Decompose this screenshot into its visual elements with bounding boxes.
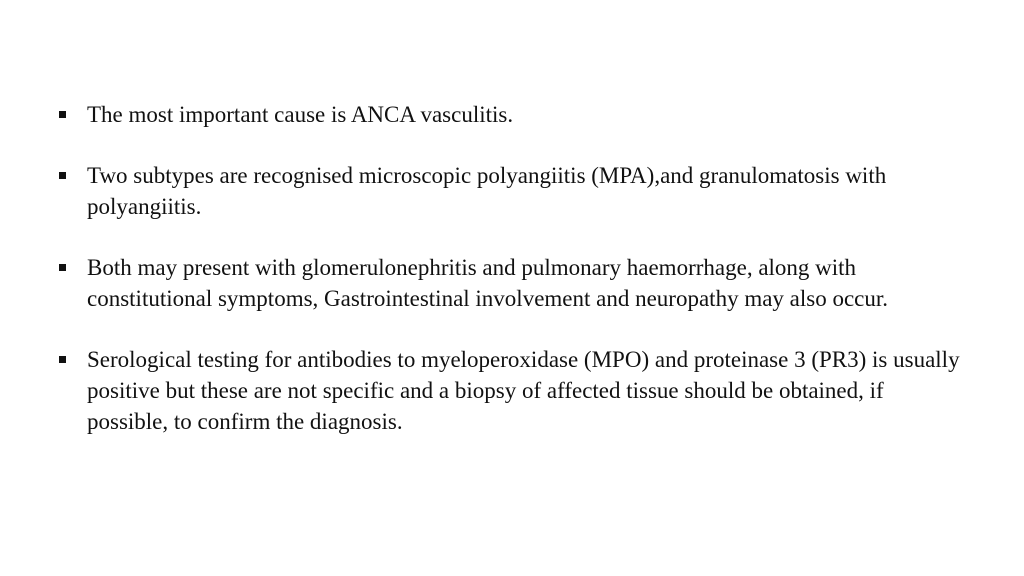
- bullet-item-serology: [57, 344, 967, 437]
- bullet-text: Two subtypes are recognised microscopic polyangiitis (MPA),and granulomatosis with polyangiitis.: [87, 163, 887, 219]
- square-bullet-icon: [59, 111, 66, 118]
- square-bullet-icon: [59, 356, 66, 363]
- square-bullet-icon: [59, 264, 66, 271]
- square-bullet-icon: [59, 172, 66, 179]
- bullet-text: The most important cause is ANCA vasculitis.: [87, 102, 514, 127]
- bullet-list: [57, 99, 967, 437]
- bullet-item-presentation: [57, 252, 967, 314]
- bullet-item-subtypes: [57, 160, 967, 222]
- bullet-item-anca-cause: [57, 99, 967, 130]
- bullet-text: Both may present with glomerulonephritis and pulmonary haemorrhage, along with constitutional symptoms, Gastrointestinal involvement and neuropathy may also occur.: [87, 255, 889, 311]
- bullet-text: Serological testing for antibodies to myeloperoxidase (MPO) and proteinase 3 (PR3) is usually positive but these are not specific and a biopsy of affected tissue should be obtained, if possible, to confirm the diagnosis.: [87, 347, 960, 434]
